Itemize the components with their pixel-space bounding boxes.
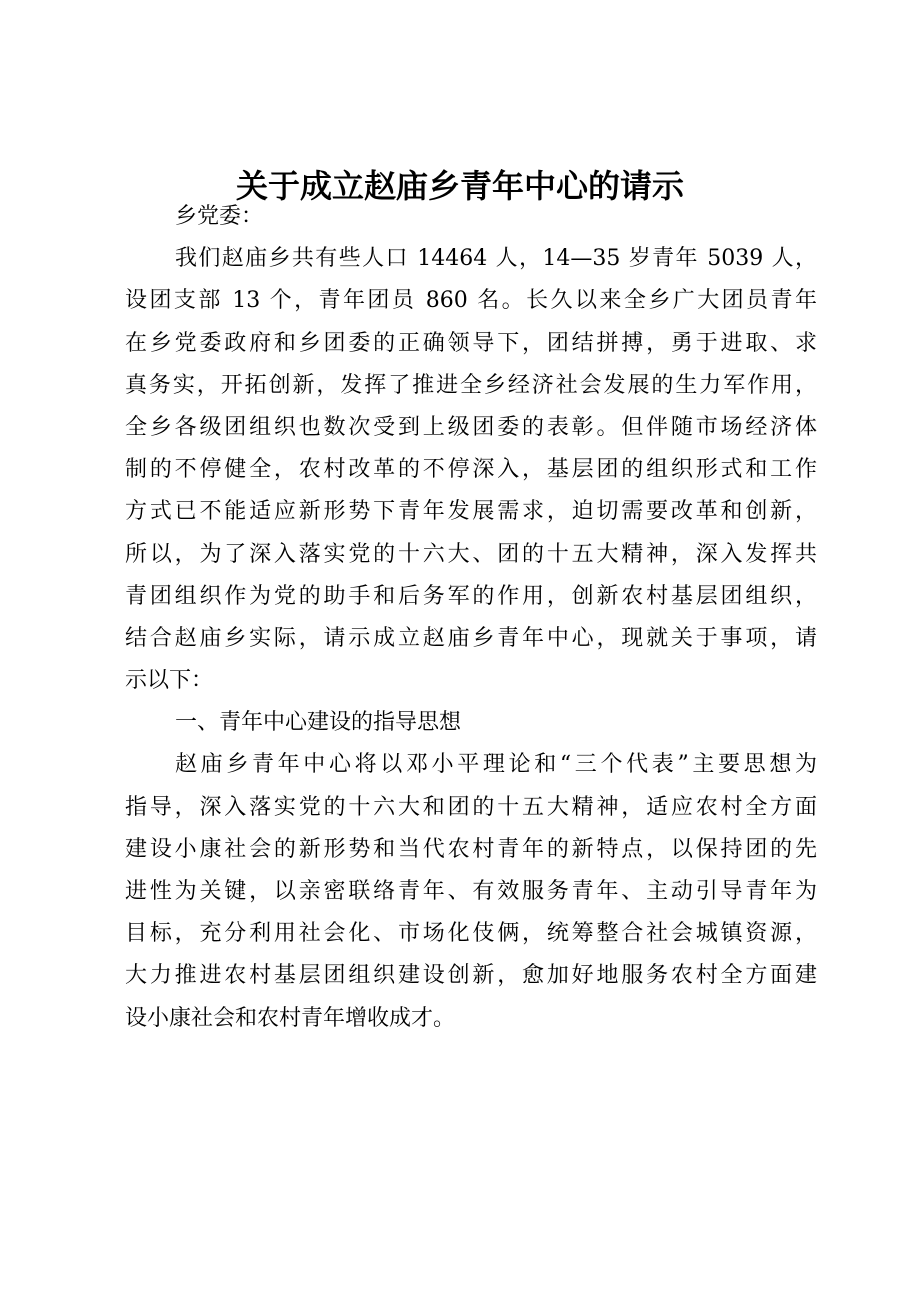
text-line: 设小康社会和农村青年增收成才。 — [125, 1005, 456, 1031]
salutation: 乡党委： — [175, 204, 264, 229]
section-heading-1: 一、青年中心建设的指导思想 — [175, 710, 462, 736]
text-line: 目标，充分利用社会化、市场化伎俩，统筹整合社会城镇资源， — [125, 921, 817, 947]
document-title: 关于成立赵庙乡青年中心的请示 — [235, 167, 684, 205]
text-line: 所以，为了深入落实党的十六大、团的十五大精神，深入发挥共 — [125, 541, 817, 567]
text-line: 示以下： — [125, 668, 214, 694]
text-line: 制的不停健全，农村改革的不停深入，基层团的组织形式和工作 — [125, 457, 817, 483]
text-line: 指导，深入落实党的十六大和团的十五大精神，适应农村全方面 — [125, 794, 817, 820]
text-line: 进性为关键，以亲密联络青年、有效服务青年、主动引导青年为 — [125, 879, 817, 904]
paragraph-2 — [125, 744, 817, 1039]
document-body — [125, 196, 817, 1040]
text-line: 大力推进农村基层团组织建设创新，愈加好地服务农村全方面建 — [125, 963, 817, 989]
text-line: 建设小康社会的新形势和当代农村青年的新特点，以保持团的先 — [125, 836, 817, 862]
text-line: 真务实，开拓创新，发挥了推进全乡经济社会发展的生力军作用， — [125, 372, 817, 398]
text-line: 结合赵庙乡实际，请示成立赵庙乡青年中心，现就关于事项，请 — [125, 625, 817, 651]
text-line: 方式已不能适应新形势下青年发展需求，迫切需要改革和创新， — [125, 499, 817, 525]
text-line: 赵庙乡青年中心将以邓小平理论和“三个代表”主要思想为 — [175, 752, 817, 778]
paragraph-1 — [125, 238, 817, 702]
text-line: 全乡各级团组织也数次受到上级团委的表彰。但伴随市场经济体 — [125, 414, 817, 440]
text-line: 我们赵庙乡共有些人口 14464 人，14—35 岁青年 5039 人， — [175, 246, 817, 272]
text-line: 青团组织作为党的助手和后务军的作用，创新农村基层团组织， — [125, 583, 817, 609]
text-line: 在乡党委政府和乡团委的正确领导下，团结拼搏，勇于进取、求 — [125, 330, 817, 356]
text-line: 设团支部 13 个，青年团员 860 名。长久以来全乡广大团员青年 — [125, 288, 817, 314]
